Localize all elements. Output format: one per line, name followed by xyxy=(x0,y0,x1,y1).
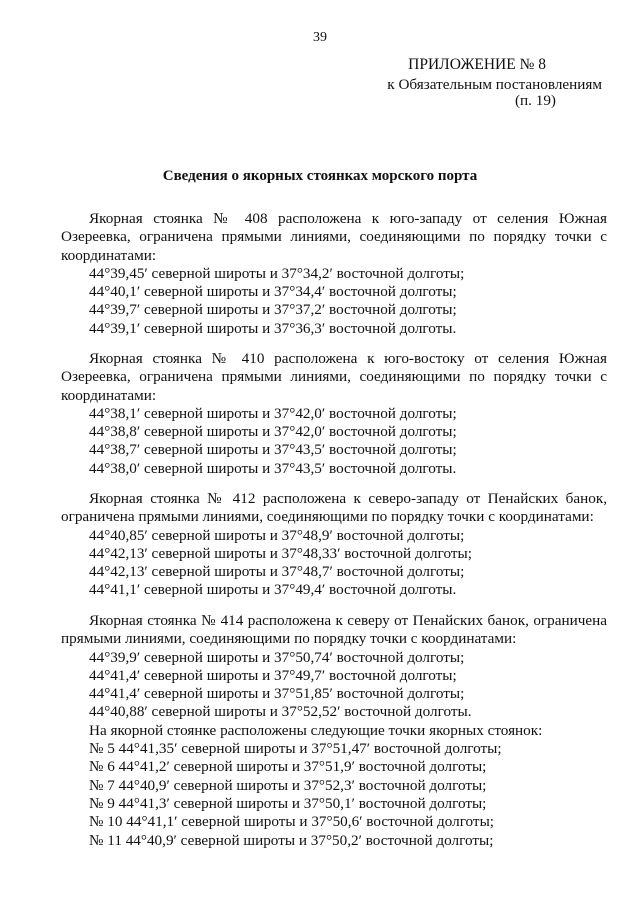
appendix-subtitle: к Обязательным постановлениям xyxy=(387,76,602,93)
page-number: 39 xyxy=(313,30,327,45)
document-heading: Сведения о якорных стоянках морского порта xyxy=(162,168,478,184)
coordinate-line: 44°41,4′ северной широты и 37°49,7′ восточной долготы; xyxy=(89,666,457,684)
appendix-title: ПРИЛОЖЕНИЕ № 8 xyxy=(408,56,546,73)
anchor-points-intro: На якорной стоянке расположены следующие точки якорных стоянок: xyxy=(89,721,543,739)
anchorage-408-description: Якорная стоянка № 408 расположена к юго-западу от селения Южная Озереевка, ограничена прямыми линиями, соединяющими по порядку точки с координатами: xyxy=(61,210,607,264)
coordinate-line: 44°39,9′ северной широты и 37°50,74′ восточной долготы; xyxy=(89,648,465,666)
anchor-point-line: № 11 44°40,9′ северной широты и 37°50,2′ восточной долготы; xyxy=(89,831,494,849)
anchorage-414-description: Якорная стоянка № 414 расположена к северу от Пенайских банок, ограничена прямыми линиями, соединяющими по порядку точки с координатами: xyxy=(61,612,607,648)
coordinate-line: 44°40,85′ северной широты и 37°48,9′ восточной долготы; xyxy=(89,526,465,544)
coordinate-line: 44°39,1′ северной широты и 37°36,3′ восточной долготы. xyxy=(89,319,457,337)
coordinate-line: 44°41,4′ северной широты и 37°51,85′ восточной долготы; xyxy=(89,685,465,703)
coordinate-line: 44°42,13′ северной широты и 37°48,33′ восточной долготы; xyxy=(89,544,472,562)
anchor-point-line: № 5 44°41,35′ северной широты и 37°51,47′ восточной долготы; xyxy=(89,740,502,758)
anchorage-408-section xyxy=(61,210,607,338)
anchorage-414-section xyxy=(61,612,607,850)
anchor-point-line: № 10 44°41,1′ северной широты и 37°50,6′ восточной долготы; xyxy=(89,813,494,831)
anchorage-412-description: Якорная стоянка № 412 расположена к северо-западу от Пенайских банок, ограничена прямыми линиями, соединяющими по порядку точки с координатами: xyxy=(61,490,607,526)
anchor-point-line: № 6 44°41,2′ северной широты и 37°51,9′ восточной долготы; xyxy=(89,758,487,776)
anchorage-412-section xyxy=(61,490,607,600)
coordinate-line: 44°40,1′ северной широты и 37°34,4′ восточной долготы; xyxy=(89,283,457,301)
anchorage-410-description: Якорная стоянка № 410 расположена к юго-востоку от селения Южная Озереевка, ограничена прямыми линиями, соединяющими по порядку точки с координатами: xyxy=(61,350,607,404)
coordinate-line: 44°39,45′ северной широты и 37°34,2′ восточной долготы; xyxy=(89,264,465,282)
coordinate-line: 44°38,7′ северной широты и 37°43,5′ восточной долготы; xyxy=(89,441,457,459)
coordinate-line: 44°39,7′ северной широты и 37°37,2′ восточной долготы; xyxy=(89,301,457,319)
coordinate-line: 44°38,0′ северной широты и 37°43,5′ восточной долготы. xyxy=(89,459,457,477)
coordinate-line: 44°40,88′ северной широты и 37°52,52′ восточной долготы. xyxy=(89,703,472,721)
coordinate-line: 44°41,1′ северной широты и 37°49,4′ восточной долготы. xyxy=(89,581,457,599)
coordinate-line: 44°42,13′ северной широты и 37°48,7′ восточной долготы; xyxy=(89,563,465,581)
coordinate-line: 44°38,1′ северной широты и 37°42,0′ восточной долготы; xyxy=(89,404,457,422)
anchor-point-line: № 9 44°41,3′ северной широты и 37°50,1′ восточной долготы; xyxy=(89,794,487,812)
anchorage-410-section xyxy=(61,350,607,478)
appendix-reference: (п. 19) xyxy=(514,92,556,109)
anchor-point-line: № 7 44°40,9′ северной широты и 37°52,3′ восточной долготы; xyxy=(89,776,487,794)
coordinate-line: 44°38,8′ северной широты и 37°42,0′ восточной долготы; xyxy=(89,423,457,441)
